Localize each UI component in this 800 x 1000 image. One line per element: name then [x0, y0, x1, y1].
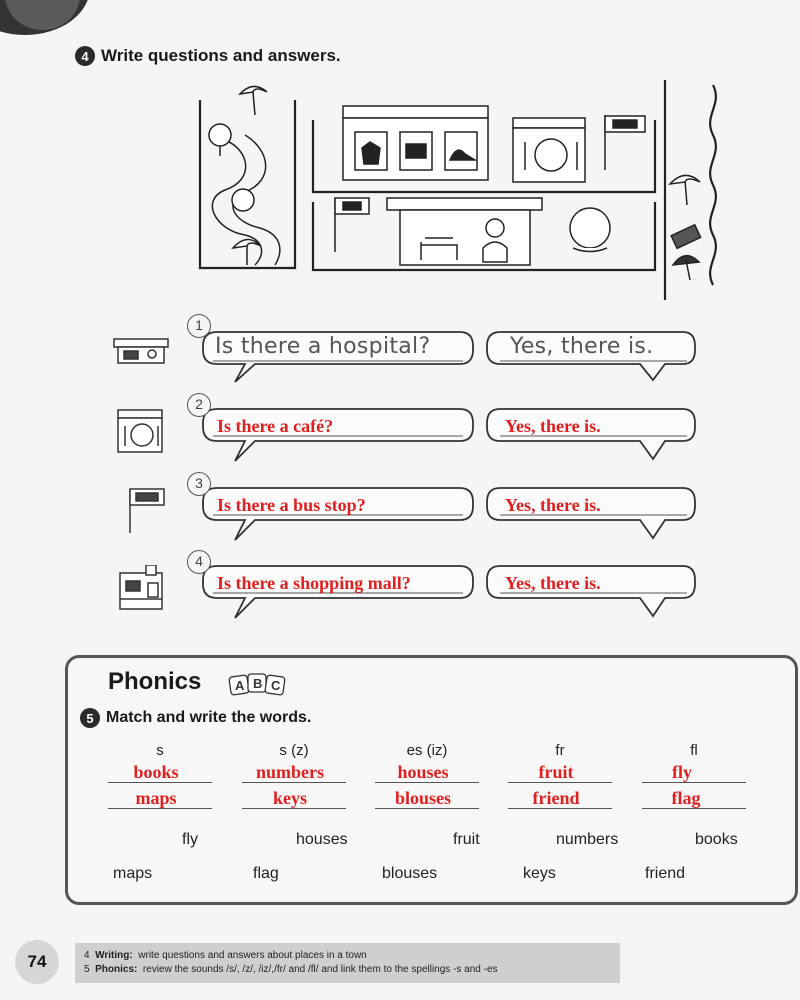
question-number: 4 [187, 550, 211, 574]
word-answer: fruit [538, 762, 574, 782]
word-answer: friend [532, 788, 580, 808]
hospital-building [387, 198, 542, 265]
word-bank-item: friend [645, 865, 686, 882]
word-answer: houses [397, 762, 449, 782]
word-bank-item: keys [523, 865, 556, 882]
abc-letter: A [235, 678, 245, 693]
question-number: 2 [187, 393, 211, 417]
footer-line-1 [84, 950, 367, 961]
phonics-title: Phonics [108, 668, 202, 695]
word-bank-item: fly [182, 831, 198, 848]
sound-heading: s [156, 742, 164, 759]
abc-letter: C [271, 678, 281, 693]
qa-row-3 [105, 475, 705, 552]
answer-text: Yes, there is. [505, 573, 601, 593]
palm-tree-icon [240, 86, 267, 115]
page-number: 74 [15, 940, 59, 984]
town-map-illustration [195, 80, 735, 305]
sound-heading: fl [690, 742, 698, 759]
sound-heading: fr [555, 742, 565, 759]
answer-text: Yes, there is. [505, 416, 601, 436]
word-answer: numbers [255, 762, 324, 782]
answer-line [375, 808, 479, 809]
exercise-4-title: Write questions and answers. [101, 46, 341, 65]
question-text: Is there a café? [217, 416, 334, 436]
footer-line-2 [84, 964, 498, 975]
question-text: Is there a bus stop? [217, 495, 366, 515]
word-bank-item: numbers [556, 831, 619, 848]
answer-line [242, 782, 346, 783]
question-example-text: Is there a hospital? [215, 334, 431, 359]
question-text: Is there a shopping mall? [217, 573, 411, 593]
footer-line-1-text: write questions and answers about places in a town [138, 950, 367, 961]
answer-line [108, 782, 212, 783]
word-answer: flag [671, 788, 701, 808]
answer-line [375, 782, 479, 783]
qa-row-2 [105, 396, 705, 473]
footer-line-1-label: Writing: [95, 950, 133, 961]
sound-heading: s (z) [279, 742, 309, 759]
word-answer: books [133, 762, 179, 782]
question-number: 3 [187, 472, 211, 496]
word-bank-item: fruit [453, 831, 480, 848]
exercise-5-number: 5 [80, 708, 100, 728]
word-bank-item: flag [253, 865, 279, 882]
abc-letter: B [253, 676, 263, 691]
word-answer: keys [272, 788, 307, 808]
exercise-4-heading [75, 46, 341, 66]
answer-line [508, 782, 612, 783]
word-bank-item: blouses [382, 865, 438, 882]
word-answer: maps [135, 788, 177, 808]
exercise-5-title: Match and write the words. [106, 709, 312, 726]
exercise-4-number: 4 [75, 46, 95, 66]
footer-line-2-text: review the sounds /s/, /z/, /iz/,/fr/ and /fl/ and link them to the spellings -s and -es [142, 964, 498, 975]
exercise-5-heading [80, 708, 311, 728]
footer-line-1-num: 4 [84, 950, 90, 961]
footer-line-2-label: Phonics: [95, 964, 138, 975]
word-answer: fly [672, 762, 692, 782]
answer-example-text: Yes, there is. [510, 334, 654, 359]
question-number: 1 [187, 314, 211, 338]
cafe-building [513, 118, 585, 182]
answer-line [242, 808, 346, 809]
word-bank-item: books [695, 831, 738, 848]
sound-heading: es (iz) [406, 742, 448, 759]
word-bank-item: houses [296, 831, 348, 848]
qa-row-4 [105, 553, 705, 630]
answer-line [108, 808, 212, 809]
answer-line [508, 808, 612, 809]
word-bank-item: maps [113, 865, 153, 882]
footer-line-2-num: 5 [84, 964, 90, 975]
answer-line [642, 808, 746, 809]
footer-notes [75, 943, 620, 983]
answer-line [642, 782, 746, 783]
qa-row-1 [105, 317, 705, 394]
answer-text: Yes, there is. [505, 495, 601, 515]
word-answer: blouses [394, 788, 452, 808]
abc-blocks-icon [228, 670, 288, 696]
